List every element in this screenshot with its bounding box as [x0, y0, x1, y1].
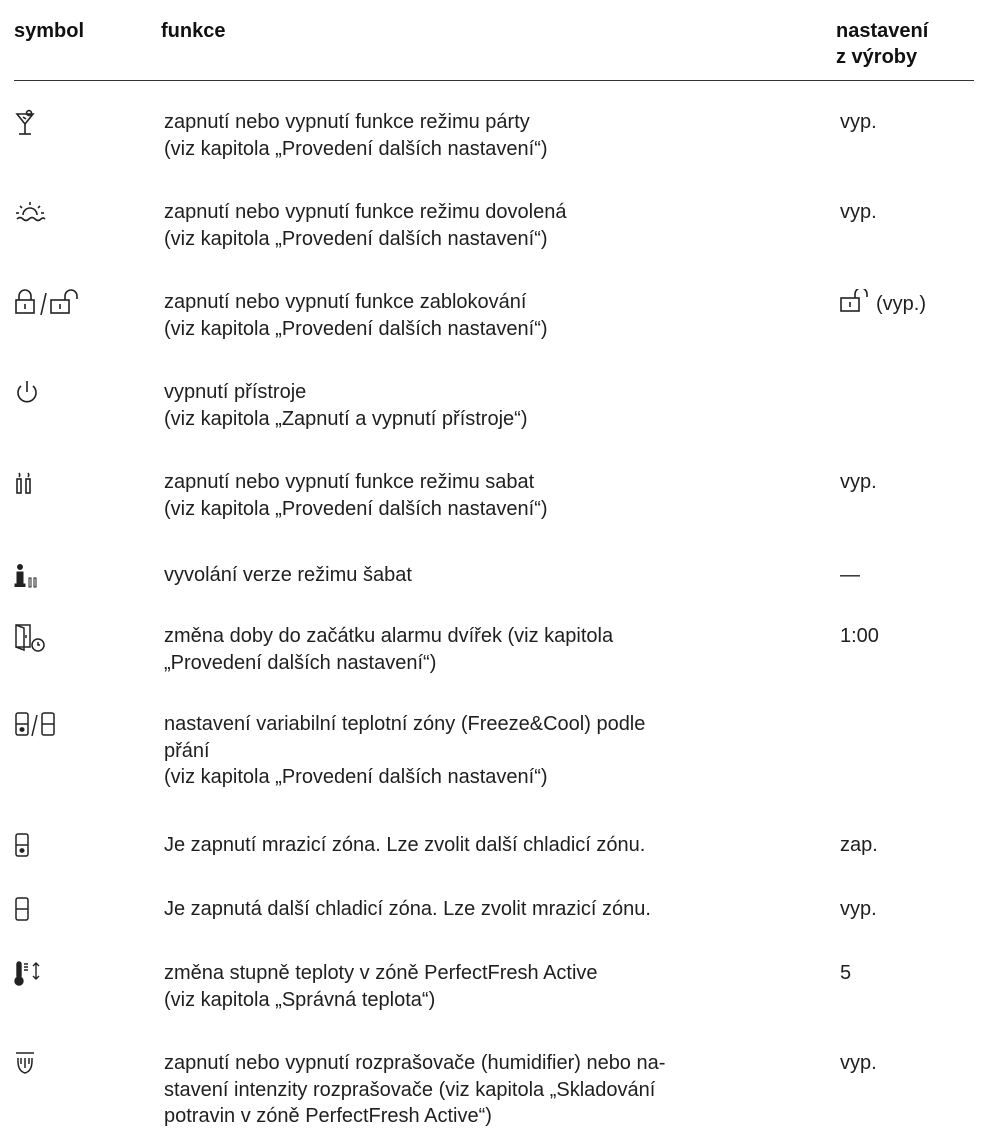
row-function: změna doby do začátku alarmu dvířek (viz kapitola „Provedení dalších nastavení“) — [164, 625, 614, 674]
freeze-cool-zone-icon — [14, 711, 114, 741]
sabbath-info-icon — [14, 562, 114, 592]
table-header — [14, 0, 974, 81]
row-function: zapnutí nebo vypnutí rozprašovače (humidifier) nebo na- stavení intenzity rozprašovače (viz kapitola „Skladování potravin v zóně PerfectFresh Active“) — [164, 1052, 666, 1127]
row-function: změna stupně teploty v zóně PerfectFresh Active (viz kapitola „Správná teplota“) — [164, 962, 598, 1011]
temperature-adjust-icon — [14, 960, 114, 990]
party-glass-icon — [14, 109, 114, 139]
row-function: Je zapnutá další chladicí zóna. Lze zvolit mrazicí zónu. — [164, 898, 651, 920]
row-default: vyp. — [840, 111, 877, 133]
row-default: 5 — [840, 962, 852, 984]
row-function: zapnutí nebo vypnutí funkce režimu sabat (viz kapitola „Provedení dalších nastavení“) — [164, 471, 548, 520]
row-default: zap. — [840, 834, 878, 856]
cooling-zone-icon — [14, 896, 114, 926]
power-icon — [14, 379, 114, 409]
header-symbol: symbol — [14, 20, 85, 42]
row-default: (vyp.) — [840, 289, 926, 321]
row-default: — — [840, 564, 860, 586]
row-function: zapnutí nebo vypnutí funkce zablokování (viz kapitola „Provedení dalších nastavení“) — [164, 291, 548, 340]
row-default: 1:00 — [840, 625, 879, 647]
row-default: vyp. — [840, 471, 877, 493]
door-alarm-timer-icon — [14, 623, 114, 653]
header-function: funkce — [161, 20, 226, 42]
unlocked-icon — [840, 289, 870, 321]
row-function: zapnutí nebo vypnutí funkce režimu dovolená (viz kapitola „Provedení dalších nastavení“) — [164, 201, 567, 250]
row-function: nastavení variabilní teplotní zóny (Freeze&Cool) podle přání (viz kapitola „Provedení dalších nastavení“) — [164, 713, 646, 788]
sabbath-candles-icon — [14, 469, 114, 499]
settings-table — [14, 0, 974, 1127]
lock-unlock-icon — [14, 289, 114, 319]
holiday-sun-icon — [14, 199, 114, 229]
row-default: vyp. — [840, 898, 877, 920]
humidifier-icon — [14, 1050, 114, 1080]
row-function: vyvolání verze režimu šabat — [164, 564, 412, 586]
row-default: vyp. — [840, 1052, 877, 1074]
freezer-zone-icon — [14, 832, 114, 862]
row-default: vyp. — [840, 201, 877, 223]
row-function: vypnutí přístroje (viz kapitola „Zapnutí a vypnutí přístroje“) — [164, 381, 528, 430]
header-default: nastavení z výroby — [836, 20, 929, 68]
row-function: zapnutí nebo vypnutí funkce režimu párty (viz kapitola „Provedení dalších nastavení“) — [164, 111, 548, 160]
row-function: Je zapnutí mrazicí zóna. Lze zvolit další chladicí zónu. — [164, 834, 646, 856]
